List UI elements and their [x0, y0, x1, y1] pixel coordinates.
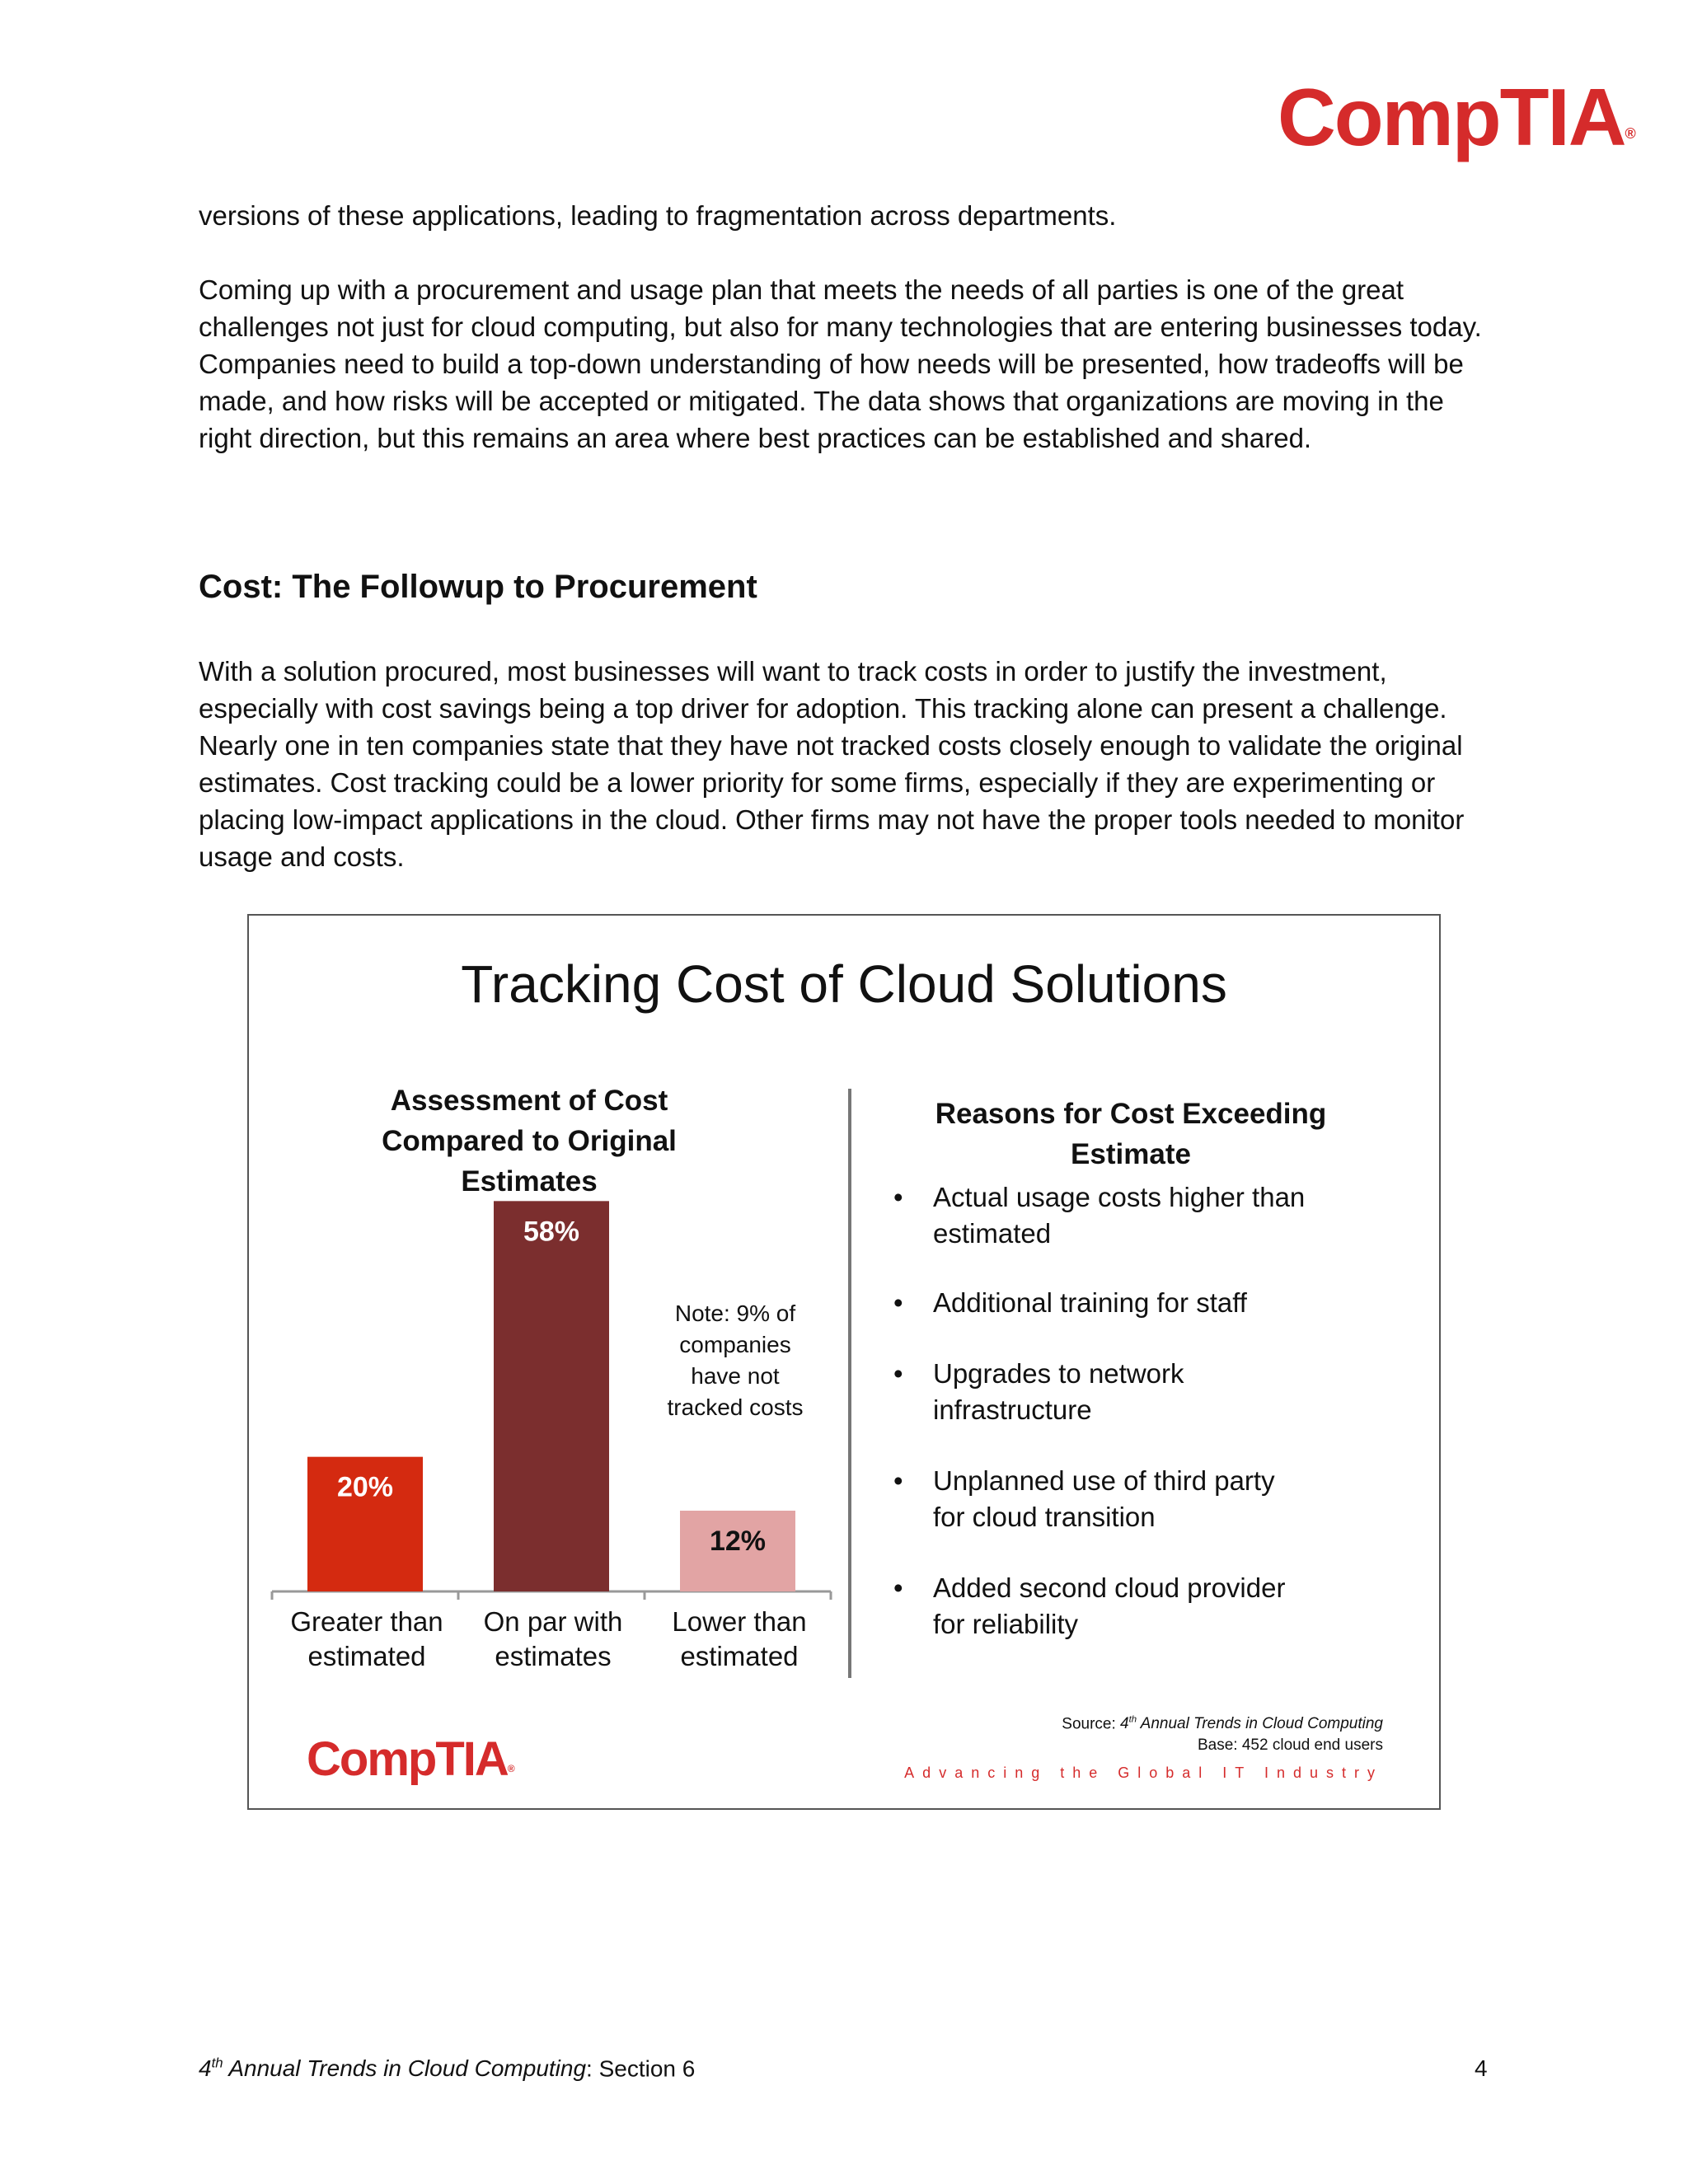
x-tick-label: On par with estimates	[483, 1606, 623, 1671]
bar-value-label: 58%	[523, 1216, 580, 1248]
reason-item: • Upgrades to network infrastructure	[933, 1356, 1395, 1428]
reason-item: • Added second cloud provider for reliability	[933, 1570, 1395, 1643]
bullet-icon: •	[893, 1572, 903, 1603]
reason-item: • Unplanned use of third party for cloud transition	[933, 1463, 1395, 1535]
bullet-icon: •	[893, 1287, 903, 1318]
chart-title: Tracking Cost of Cloud Solutions	[461, 954, 1227, 1014]
note-line: Note: 9% of	[674, 1301, 796, 1326]
comptia-logo-chart	[307, 1732, 515, 1787]
bullet-icon: •	[893, 1465, 903, 1496]
brand-tagline: Advancing the Global IT Industry	[904, 1765, 1383, 1781]
reason-item: • Actual usage costs higher than estimated	[933, 1179, 1395, 1252]
chart-divider	[848, 1089, 851, 1678]
paragraph-procurement-plan: Coming up with a procurement and usage plan that meets the needs of all parties is one of the great challenges not just for cloud computing, but also for many technologies that are entering businesses today. Companies need to build a top-down understanding of how needs will be presented, how tradeoffs will be made, and how risks will be accepted or mitigated. The data shows that organizations are moving in the right direction, but this remains an area where best practices can be established and shared.	[199, 274, 1482, 453]
logo-registered-mark: ®	[1625, 125, 1636, 142]
logo-text: CompTIA	[307, 1732, 508, 1786]
logo-text: CompTIA	[1278, 72, 1625, 162]
note-line: companies	[679, 1332, 791, 1357]
note-line: have not	[691, 1363, 780, 1389]
logo-registered-mark: ®	[507, 1763, 515, 1774]
paragraph-fragmentation: versions of these applications, leading to fragmentation across departments.	[199, 200, 1117, 231]
x-tick-label: Lower than estimated	[672, 1606, 807, 1671]
reasons-title: Reasons for Cost Exceeding Estimate	[935, 1098, 1327, 1170]
chart-figure	[247, 914, 1441, 1810]
chart-source: Source: 4th Annual Trends in Cloud Computing	[1062, 1715, 1383, 1733]
section-heading: Cost: The Followup to Procurement	[199, 569, 757, 605]
bullet-icon: •	[893, 1358, 903, 1389]
bar	[494, 1201, 609, 1591]
paragraph-cost-tracking: With a solution procured, most businesses will want to track costs in order to justify the investment, especially with cost savings being a top driver for adoption. This tracking alone can present a challenge. Nearly one in ten companies state that they have not tracked costs closely enough to validate the original estimates. Cost tracking could be a lower priority for some firms, especially if they are experimenting or placing low-impact applications in the cloud. Other firms may not have the proper tools needed to monitor usage and costs.	[199, 656, 1465, 872]
chart-note	[628, 1298, 842, 1423]
bar-chart-subtitle: Assessment of Cost Compared to Original Estimates	[382, 1085, 677, 1197]
bar-value-label: 12%	[709, 1526, 767, 1557]
footer-title: 4th Annual Trends in Cloud Computing: Section 6	[199, 2055, 696, 2082]
comptia-logo	[1278, 71, 1636, 164]
note-line: tracked costs	[667, 1394, 804, 1420]
bar-value-label: 20%	[336, 1471, 394, 1503]
chart-base: Base: 452 cloud end users	[1198, 1736, 1383, 1754]
bullet-icon: •	[893, 1182, 903, 1212]
page-number: 4	[1475, 2055, 1488, 2081]
x-tick-label: Greater than estimated	[290, 1606, 443, 1671]
reason-item: • Additional training for staff	[933, 1285, 1395, 1321]
